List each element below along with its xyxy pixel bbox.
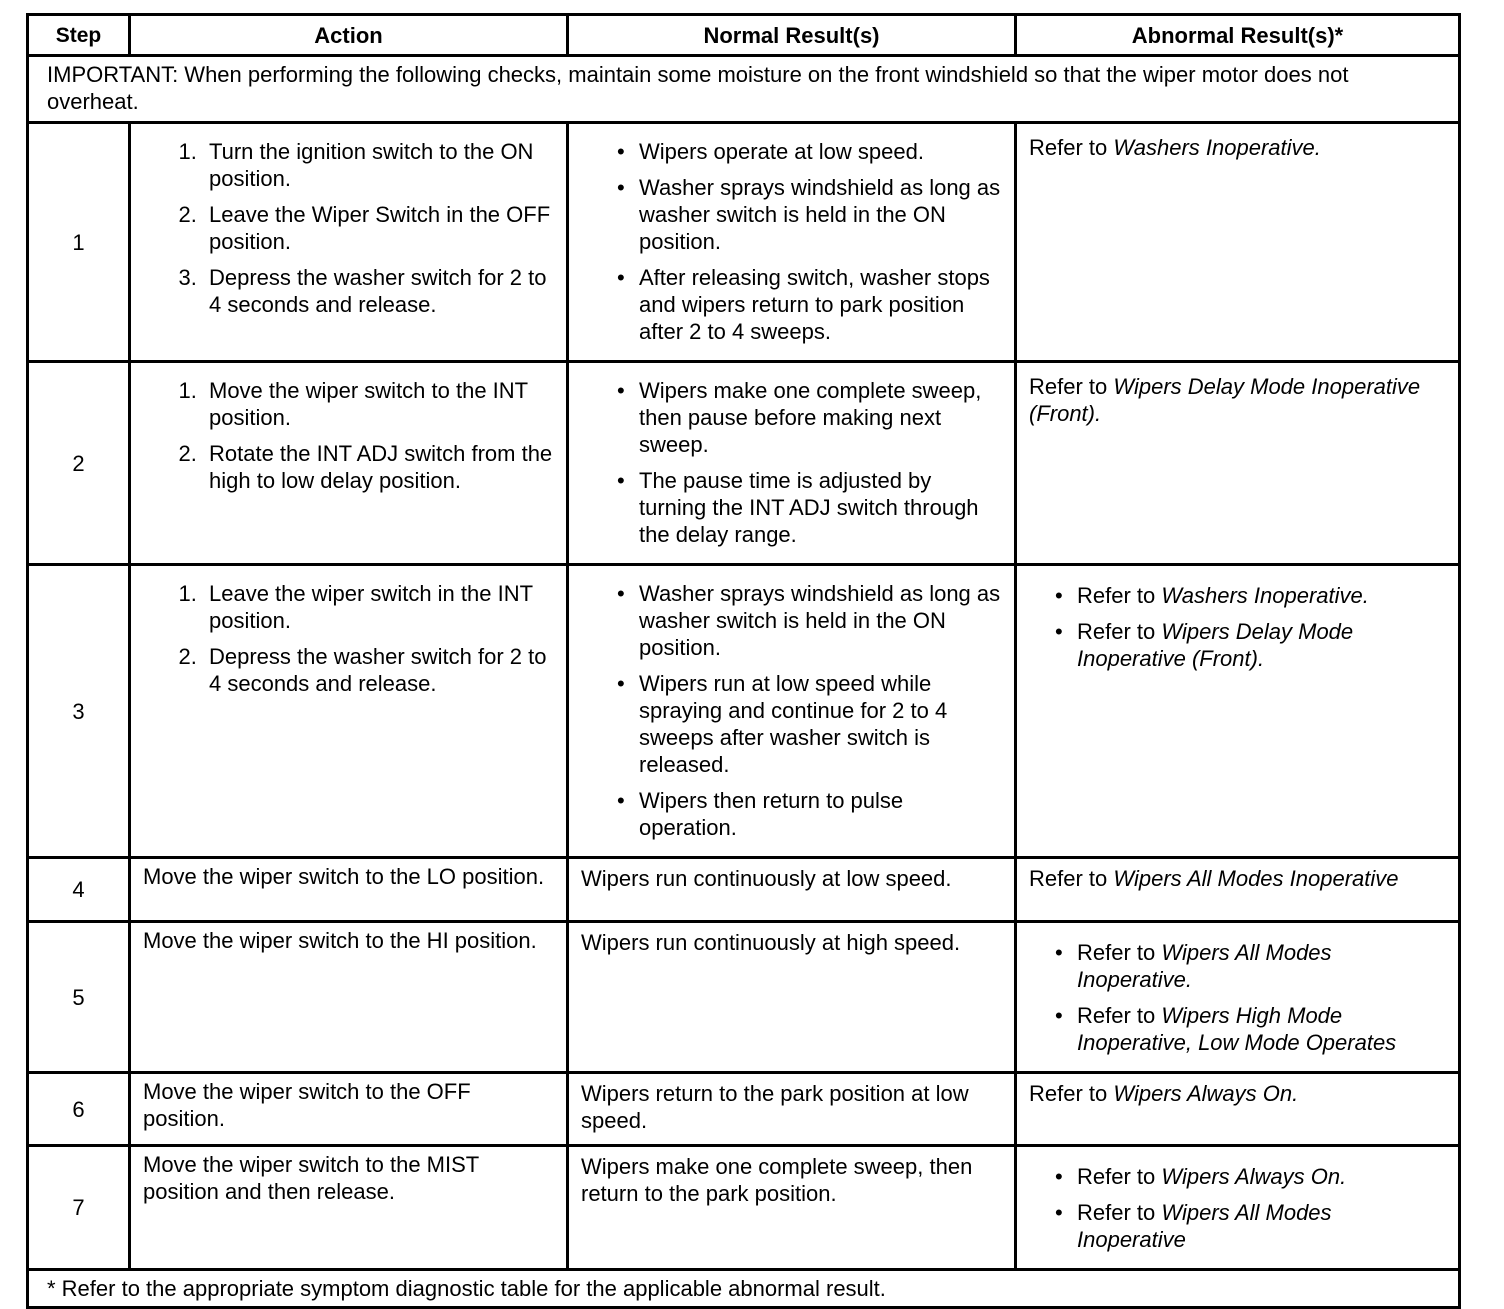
action-item: 3. Depress the washer switch for 2 to 4 seconds and release. bbox=[203, 264, 554, 318]
abnormal-reference: Wipers All Modes Inoperative bbox=[1113, 866, 1399, 891]
action-item: 1. Move the wiper switch to the INT position. bbox=[203, 377, 554, 431]
action-item: 1. Turn the ignition switch to the ON position. bbox=[203, 138, 554, 192]
table-row bbox=[28, 565, 1460, 858]
normal-item: • The pause time is adjusted by turning the INT ADJ switch through the delay range. bbox=[639, 467, 1002, 548]
abnormal-cell bbox=[1016, 1146, 1460, 1270]
table-row bbox=[28, 1073, 1460, 1146]
normal-cell: Wipers run continuously at low speed. bbox=[568, 858, 1016, 922]
header-step: Step bbox=[28, 15, 130, 56]
normal-item: • After releasing switch, washer stops and wipers return to park position after 2 to 4 sweeps. bbox=[639, 264, 1002, 345]
header-normal-results: Normal Result(s) bbox=[568, 15, 1016, 56]
diagnostic-table bbox=[26, 13, 1461, 1309]
normal-cell bbox=[568, 362, 1016, 565]
action-item: 2. Depress the washer switch for 2 to 4 seconds and release. bbox=[203, 643, 554, 697]
action-cell bbox=[130, 362, 568, 565]
action-cell: Move the wiper switch to the OFF position. bbox=[130, 1073, 568, 1146]
table-row bbox=[28, 362, 1460, 565]
abnormal-cell bbox=[1016, 922, 1460, 1073]
abnormal-reference: Wipers Delay Mode Inoperative (Front). bbox=[1029, 374, 1421, 426]
abnormal-cell: Refer to Wipers Always On. bbox=[1016, 1073, 1460, 1146]
table-row bbox=[28, 858, 1460, 922]
header-action: Action bbox=[130, 15, 568, 56]
step-number: 6 bbox=[28, 1073, 130, 1146]
important-note: IMPORTANT: When performing the following checks, maintain some moisture on the front windshield so that the wiper motor does not overheat. bbox=[28, 56, 1460, 123]
abnormal-item: • Refer to Wipers All Modes Inoperative bbox=[1077, 1199, 1446, 1253]
normal-cell: Wipers run continuously at high speed. bbox=[568, 922, 1016, 1073]
footnote: * Refer to the appropriate symptom diagnostic table for the applicable abnormal result. bbox=[28, 1270, 1460, 1308]
normal-cell bbox=[568, 123, 1016, 362]
abnormal-cell: Refer to Wipers All Modes Inoperative bbox=[1016, 858, 1460, 922]
normal-cell: Wipers make one complete sweep, then return to the park position. bbox=[568, 1146, 1016, 1270]
normal-cell bbox=[568, 565, 1016, 858]
action-item: 2. Leave the Wiper Switch in the OFF position. bbox=[203, 201, 554, 255]
action-item: 1. Leave the wiper switch in the INT position. bbox=[203, 580, 554, 634]
table-row bbox=[28, 1146, 1460, 1270]
abnormal-item: • Refer to Wipers Delay Mode Inoperative (Front). bbox=[1077, 618, 1446, 672]
normal-item: • Washer sprays windshield as long as washer switch is held in the ON position. bbox=[639, 174, 1002, 255]
header-abnormal-results: Abnormal Result(s)* bbox=[1016, 15, 1460, 56]
action-cell: Move the wiper switch to the HI position. bbox=[130, 922, 568, 1073]
normal-cell: Wipers return to the park position at low speed. bbox=[568, 1073, 1016, 1146]
step-number: 3 bbox=[28, 565, 130, 858]
abnormal-reference: Washers Inoperative. bbox=[1113, 135, 1321, 160]
normal-item: • Wipers run at low speed while spraying and continue for 2 to 4 sweeps after washer switch is released. bbox=[639, 670, 1002, 778]
action-item: 2. Rotate the INT ADJ switch from the high to low delay position. bbox=[203, 440, 554, 494]
action-cell bbox=[130, 565, 568, 858]
important-row bbox=[28, 56, 1460, 123]
action-cell: Move the wiper switch to the LO position. bbox=[130, 858, 568, 922]
abnormal-item: • Refer to Wipers Always On. bbox=[1077, 1163, 1446, 1190]
abnormal-reference: Wipers Always On. bbox=[1113, 1081, 1299, 1106]
normal-item: • Washer sprays windshield as long as washer switch is held in the ON position. bbox=[639, 580, 1002, 661]
abnormal-item: • Refer to Wipers All Modes Inoperative. bbox=[1077, 939, 1446, 993]
abnormal-cell: Refer to Washers Inoperative. bbox=[1016, 123, 1460, 362]
action-cell bbox=[130, 123, 568, 362]
normal-item: • Wipers make one complete sweep, then pause before making next sweep. bbox=[639, 377, 1002, 458]
abnormal-item: • Refer to Wipers High Mode Inoperative, Low Mode Operates bbox=[1077, 1002, 1446, 1056]
abnormal-cell: Refer to Wipers Delay Mode Inoperative (Front). bbox=[1016, 362, 1460, 565]
table-row bbox=[28, 123, 1460, 362]
footnote-row bbox=[28, 1270, 1460, 1308]
step-number: 4 bbox=[28, 858, 130, 922]
table-row bbox=[28, 922, 1460, 1073]
normal-item: • Wipers operate at low speed. bbox=[639, 138, 1002, 165]
normal-item: • Wipers then return to pulse operation. bbox=[639, 787, 1002, 841]
action-cell: Move the wiper switch to the MIST position and then release. bbox=[130, 1146, 568, 1270]
step-number: 2 bbox=[28, 362, 130, 565]
abnormal-cell bbox=[1016, 565, 1460, 858]
header-row bbox=[28, 15, 1460, 56]
step-number: 7 bbox=[28, 1146, 130, 1270]
step-number: 1 bbox=[28, 123, 130, 362]
step-number: 5 bbox=[28, 922, 130, 1073]
abnormal-item: • Refer to Washers Inoperative. bbox=[1077, 582, 1446, 609]
